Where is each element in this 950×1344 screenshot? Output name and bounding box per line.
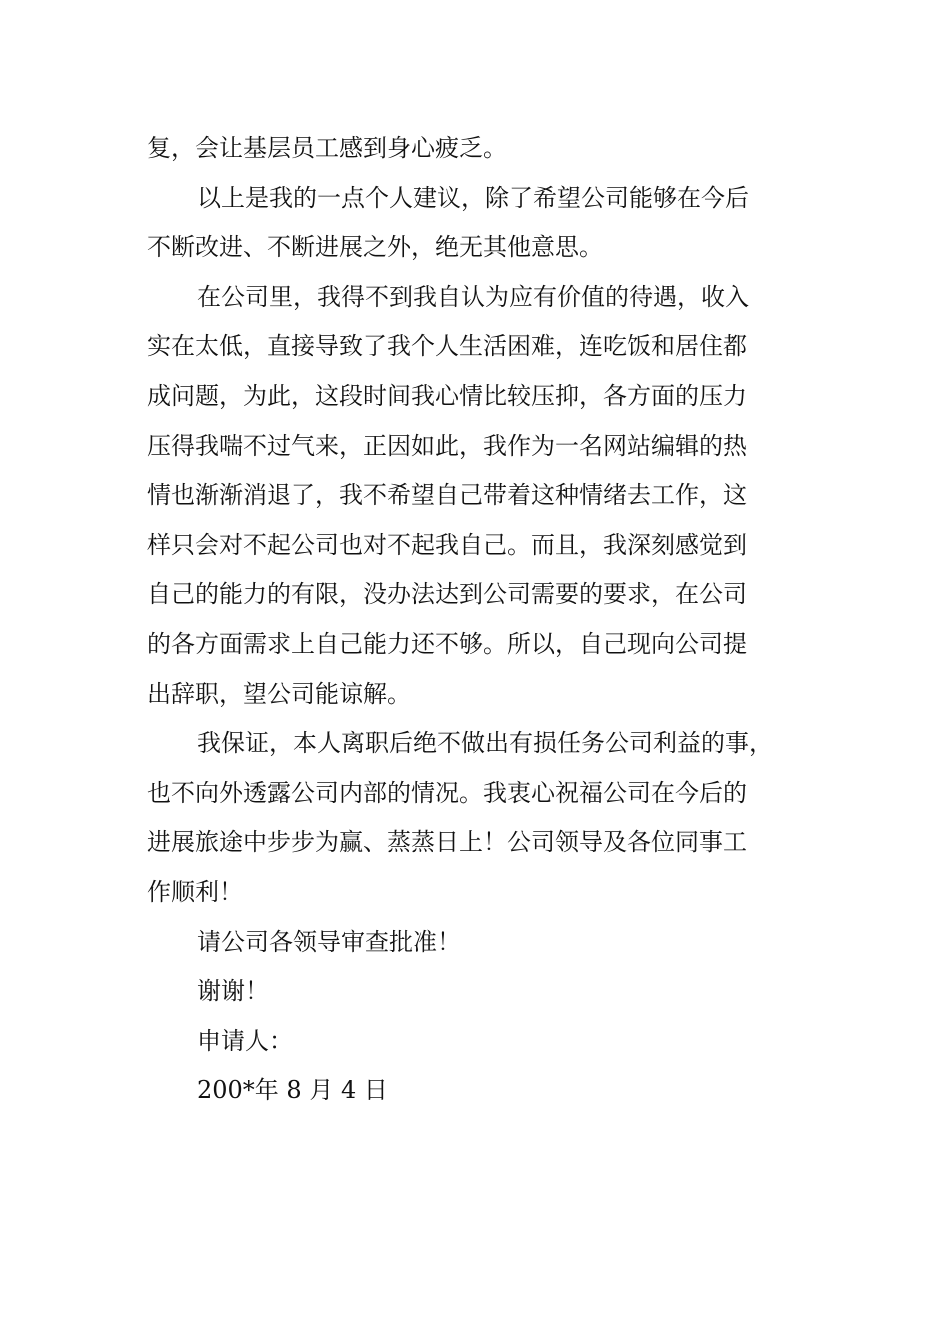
text-line-7: 压得我喘不过气来，正因如此，我作为一名网站编辑的热	[147, 431, 747, 460]
text-line-4: 在公司里，我得不到我自认为应有价值的待遇，收入	[197, 282, 749, 311]
text-line-15: 进展旅途中步步为赢、蒸蒸日上！公司领导及各位同事工	[147, 828, 747, 857]
text-line-12: 出辞职，望公司能谅解。	[147, 679, 411, 708]
thanks-line: 谢谢！	[197, 977, 269, 1006]
text-line-14: 也不向外透露公司内部的情况。我衷心祝福公司在今后的	[147, 778, 747, 807]
text-line-3: 不断改进、不断进展之外，绝无其他意思。	[147, 233, 603, 262]
approval-request-line: 请公司各领导审查批准！	[197, 927, 461, 956]
text-line-16: 作顺利！	[147, 877, 243, 906]
text-line-6: 成问题，为此，这段时间我心情比较压抑，各方面的压力	[147, 381, 747, 410]
text-line-2: 以上是我的一点个人建议，除了希望公司能够在今后	[197, 183, 749, 212]
text-line-13: 我保证，本人离职后绝不做出有损任务公司利益的事，	[197, 729, 773, 758]
text-line-11: 的各方面需求上自己能力还不够。所以，自己现向公司提	[147, 629, 747, 658]
applicant-line: 申请人：	[197, 1026, 293, 1055]
text-line-10: 自己的能力的有限，没办法达到公司需要的要求，在公司	[147, 580, 747, 609]
date-line: 200*年 8 月 4 日	[197, 1076, 388, 1105]
text-line-5: 实在太低，直接导致了我个人生活困难，连吃饭和居住都	[147, 332, 747, 361]
resignation-letter-body	[147, 124, 812, 1116]
text-line-9: 样只会对不起公司也对不起我自己。而且，我深刻感觉到	[147, 530, 747, 559]
text-line-8: 情也渐渐消退了，我不希望自己带着这种情绪去工作，这	[147, 481, 747, 510]
text-line-1: 复，会让基层员工感到身心疲乏。	[147, 134, 507, 162]
